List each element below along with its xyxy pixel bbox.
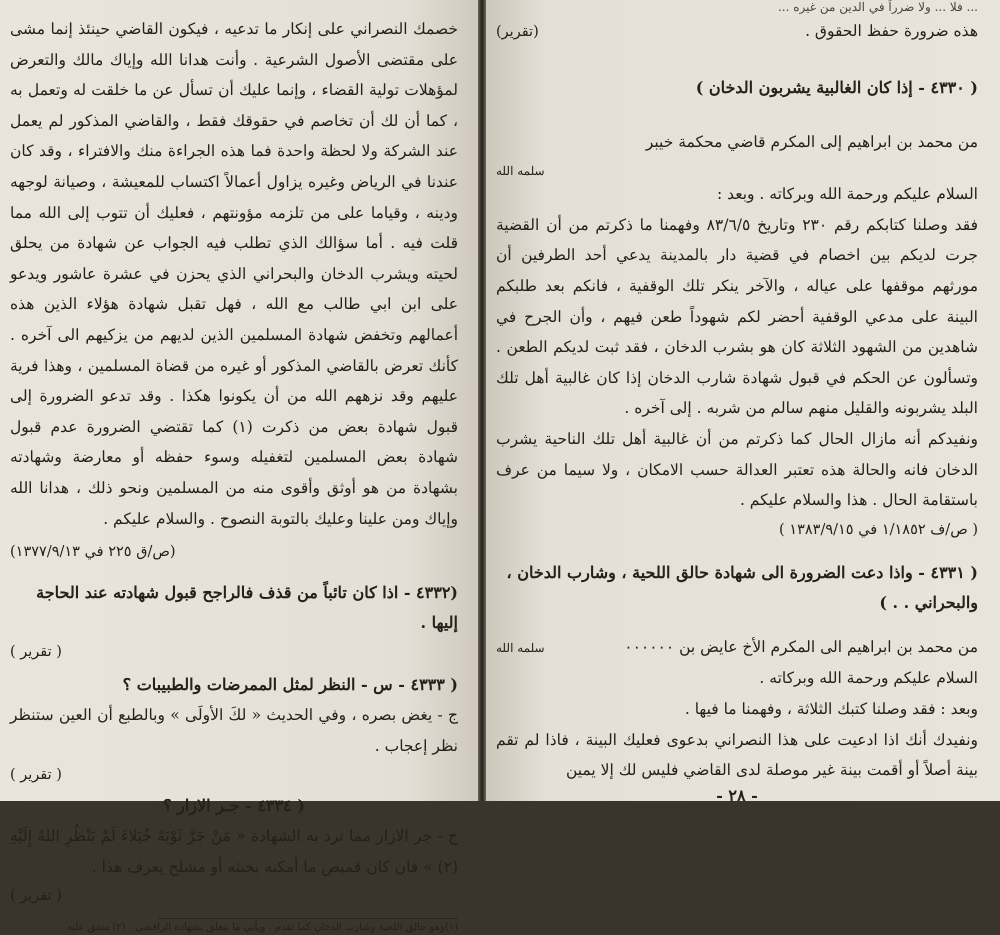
right-page	[486, 0, 1000, 805]
taqrir-label: (تقرير)	[496, 24, 539, 40]
heading-4332: (٤٣٣٢ - اذا كان تائباً من قذف فالراجح قبول شهادته عند الحاجة إليها .	[36, 583, 458, 633]
greeting-2: السلام عليكم ورحمة الله وبركاته .	[759, 669, 978, 688]
body-4331-intro: وبعد : فقد وصلنا كتبك الثلاثة ، وفهمنا ما فيها .	[684, 699, 978, 718]
reference-4332-prev: (ص/ق ٢٢٥ في ١٣٧٧/٩/١٣)	[10, 544, 176, 561]
answer-4334: ج - جر الازار مما ترد به الشهادة « مَنْ جَرَّ ثَوْبَهُ خُيَلاءَ لَمْ يَنْظُرِ اللهُ إِلَيْهِ (٢) » فان كان قميص ما أمكنه بخبثه أو مشلح يعرف هذا .	[10, 827, 458, 876]
footnote-divider	[158, 918, 458, 919]
from-line: من محمد بن ابراهيم إلى المكرم قاضي محكمة خيبر	[645, 132, 978, 151]
body-4330: فقد وصلنا كتابكم رقم ٢٣٠ وتاريخ ٨٣/٦/٥ وفهمنا ما ذكرتم من أن القضية جرت لديكم بين اخصام في قضية دار بالمدينة يدعي أحد الطرفين أن مورثهم موقفها على عياله ، والآخر ينكر تلك الوقفية ، فانكم بعد طلبكم البينة على مدعي الوقفية أحضر لكم شهوداً طعن فيهم ، وأن الجرح في شاهدين من الشهود الثلاثة كان هو بشرب الدخان ، فقد ثبت لديكم الطعن . وتسألون عن الحكم في قبول شهادة شارب الدخان إذا كان غالبية أهل تلك البلد يشربونه والقليل منهم سالم من شربه . إلى آخره .	[496, 215, 979, 418]
top-line: هذه ضرورة حفظ الحقوق .	[805, 22, 978, 40]
top-fragment: ... فلا ... ولا ضرراً في الدين من غيره ...	[777, 0, 978, 14]
heading-4334: ( ٤٣٣٤ - جـر الازار ؟	[163, 796, 305, 816]
left-body-paragraph: خصمك النصراني على إنكار ما تدعيه ، فيكون القاضي حينئذ إنما مشى على مقتضى الأصول الشرعية . وأنت هدانا الله وإياك مالك والتعرض لمؤهلات تولية القضاء ، وإنما عليك أن تسأل عن ما خلقت له وتعمل به ، كما أن لك أن تخاصم في حقوقك فقط ، والقاضي المذكور لم يعمل عند الشركة ولا لحظة واحدة فما هذه الجراءة منك والافتراء ، وقد كان عندنا في الرياض وغيره يزاول أعمالاً اكتساب للمعيشة ، وصيانة لوجهه ودينه ، وقياما على من تلزمه مؤونتهم ، فعليك أن تتوب إلى الله مما قلت فيه . أما سؤالك الذي تطلب فيه الجواب عن شهادة من يحلق لحيته ويشرب الدخان والبحراني الذي يحزن في عشرة عاشور ويدعو على ابن ابي طالب مع الله ، فهل تقبل شهادة هؤلاء الذين هذه أعمالهم وتخفض شهادة المسلمين الذين لديهم من يزكيهم الى آخره . كأنك تعرض بالقاضي المذكور أو غيره من قضاة المسلمين ، وهذا فرية عليهم وقد نزههم الله من أن يكونوا هكذا . وقد تدعو الضرورة إلى قبول شهادة بعض من ذكرت (١) كما تقتضي الضرورة عدم قبول شهادة بعض المسلمين لتغفيله وسوء حفظه أو معارضة وشهادته بشهادة من هو أوثق وأقوى منه من المسلمين ونحو ذلك ، هدانا الله وإياك ومن علينا وعليك بالتوبة النصوح . والسلام عليكم .	[10, 20, 458, 528]
book-gutter	[478, 0, 486, 801]
page-number: - ٢٨ -	[716, 785, 758, 805]
left-page	[0, 0, 478, 934]
taqrir-label: ( تقرير )	[10, 767, 62, 784]
taqrir-label: ( تقرير )	[10, 644, 62, 661]
heading-4331: ( ٤٣٣١ - واذا دعت الضرورة الى شهادة حالق اللحية ، وشارب الدخان ، والبحراني . . )	[506, 562, 978, 612]
footnote: (١)وهو حالق اللحية وشارب الدخان كما تقدم . ويأتي ما يتعلق بشهادة الرافضي . (٢) متفق عليه	[66, 922, 458, 934]
reference-4330: ( ص/ف ١/١٨٥٢ في ١٣٨٣/٩/١٥ )	[779, 521, 978, 538]
heading-4333: ( ٤٣٣٣ - س - النظر لمثل الممرضات والطبيبات ؟	[122, 675, 458, 695]
from-line-2: من محمد بن ابراهيم الى المكرم الأخ عايض بن ٠٠٠٠٠٠	[624, 637, 978, 656]
heading-4330: ( ٤٣٣٠ - إذا كان الغالبية يشربون الدخان )	[695, 77, 978, 97]
salutation-note: سلمه الله	[496, 164, 545, 179]
salutation-note-2: سلمه الله	[496, 640, 545, 655]
greeting: السلام عليكم ورحمة الله وبركاته . وبعد :	[716, 185, 978, 204]
body-4330-conclusion: ونفيدكم أنه مازال الحال كما ذكرتم من أن غالبية أهل تلك الناحية يشرب الدخان فانه والحالة هذه تعتبر العدالة حسب الامكان ، ولا سيما من عرف باستقامة الحال . هذا والسلام عليكم .	[496, 429, 978, 510]
body-4331: ونفيدك أنك اذا ادعيت على هذا النصراني بدعوى فعليك البينة ، فاذا لم تقم بينة أصلاً أو أقمت بينة غير موصلة لدى القاضي فليس لك إلا يمين	[496, 730, 978, 780]
taqrir-label: ( تقرير )	[10, 888, 62, 905]
answer-4333: ج - يغض بصره ، وفي الحديث « لكَ الأولَى » وبالطبع أن العين ستنظر نظر إعجاب .	[10, 706, 458, 755]
